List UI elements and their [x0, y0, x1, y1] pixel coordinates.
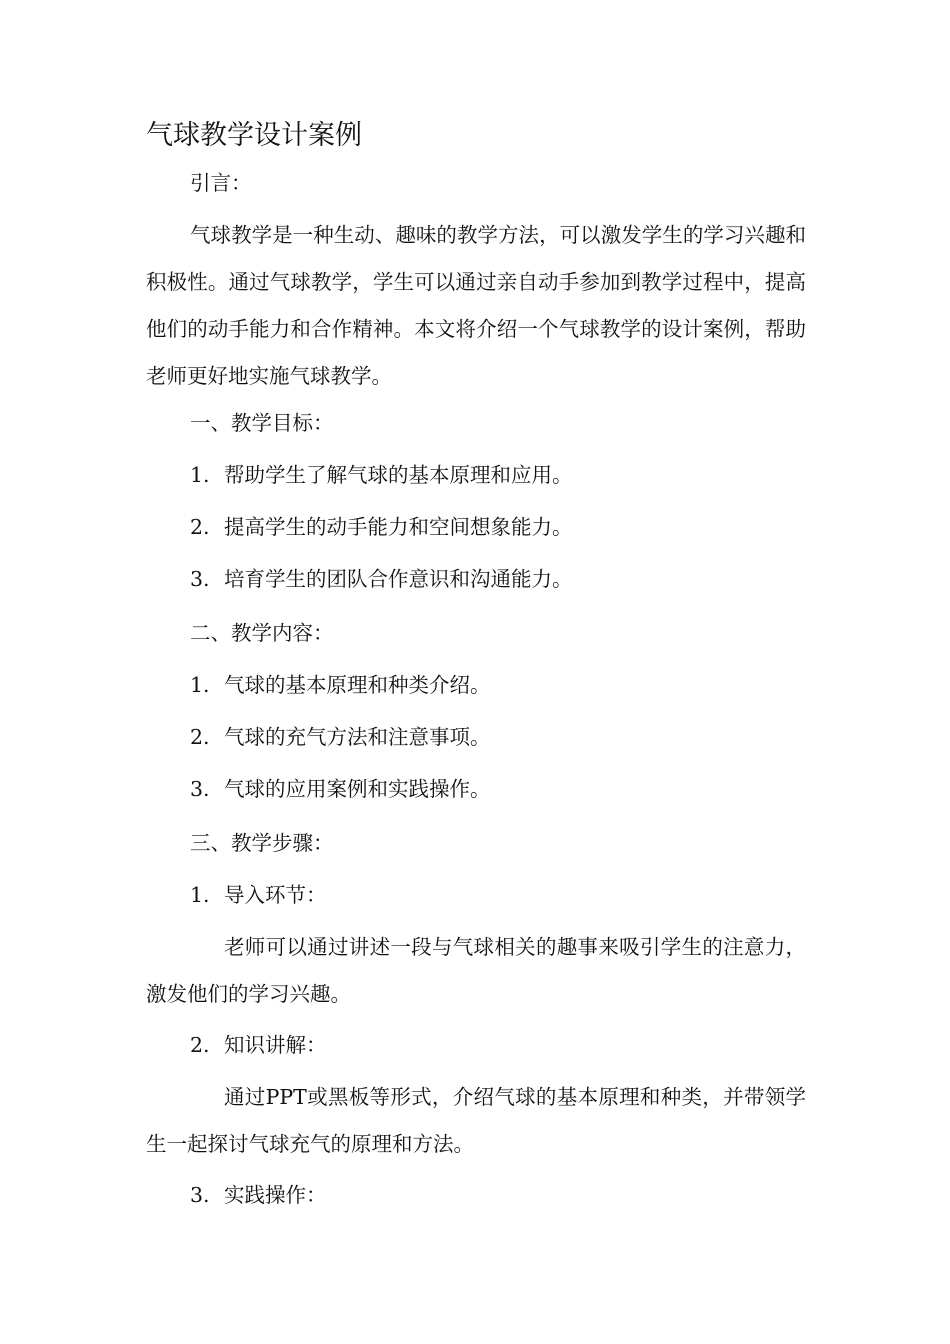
step-title-text: 知识讲解： — [224, 1033, 327, 1057]
list-item-text: 帮助学生了解气球的基本原理和应用。 — [224, 463, 573, 487]
step-body: 通过PPT或黑板等形式，介绍气球的基本原理和种类，并带领学生一起探讨气球充气的原理和方法。 — [146, 1085, 806, 1156]
step-number: 1. — [190, 883, 210, 907]
step-title — [190, 880, 327, 910]
list-item — [190, 564, 573, 594]
section3-heading: 三、教学步骤： — [190, 831, 334, 855]
list-item — [190, 774, 491, 804]
list-item-text: 气球的基本原理和种类介绍。 — [224, 673, 491, 697]
step-title-text: 导入环节： — [224, 883, 327, 907]
list-item-number: 3. — [190, 777, 210, 801]
list-item-text: 气球的充气方法和注意事项。 — [224, 725, 491, 749]
step-title — [190, 1030, 327, 1060]
section1-heading: 一、教学目标： — [190, 411, 334, 435]
step-title-text: 实践操作： — [224, 1183, 327, 1207]
list-item-text: 气球的应用案例和实践操作。 — [224, 777, 491, 801]
list-item-number: 1. — [190, 673, 210, 697]
step-body: 老师可以通过讲述一段与气球相关的趣事来吸引学生的注意力，激发他们的学习兴趣。 — [146, 935, 806, 1006]
step-title — [190, 1180, 327, 1210]
section2-heading: 二、教学内容： — [190, 621, 334, 645]
step-number: 2. — [190, 1033, 210, 1057]
list-item-text: 培育学生的团队合作意识和沟通能力。 — [224, 567, 573, 591]
list-item-number: 2. — [190, 515, 210, 539]
step-number: 3. — [190, 1183, 210, 1207]
list-item — [190, 512, 573, 542]
list-item — [190, 722, 491, 752]
intro-paragraph: 气球教学是一种生动、趣味的教学方法，可以激发学生的学习兴趣和积极性。通过气球教学，学生可以通过亲自动手参加到教学过程中，提高他们的动手能力和合作精神。本文将介绍一个气球教学的设计案例，帮助老师更好地实施气球教学。 — [146, 223, 806, 388]
list-item-number: 3. — [190, 567, 210, 591]
document-title: 气球教学设计案例 — [146, 120, 362, 151]
list-item — [190, 460, 573, 490]
list-item — [190, 670, 491, 700]
list-item-number: 2. — [190, 725, 210, 749]
intro-heading: 引言： — [190, 171, 252, 195]
list-item-number: 1. — [190, 463, 210, 487]
list-item-text: 提高学生的动手能力和空间想象能力。 — [224, 515, 573, 539]
